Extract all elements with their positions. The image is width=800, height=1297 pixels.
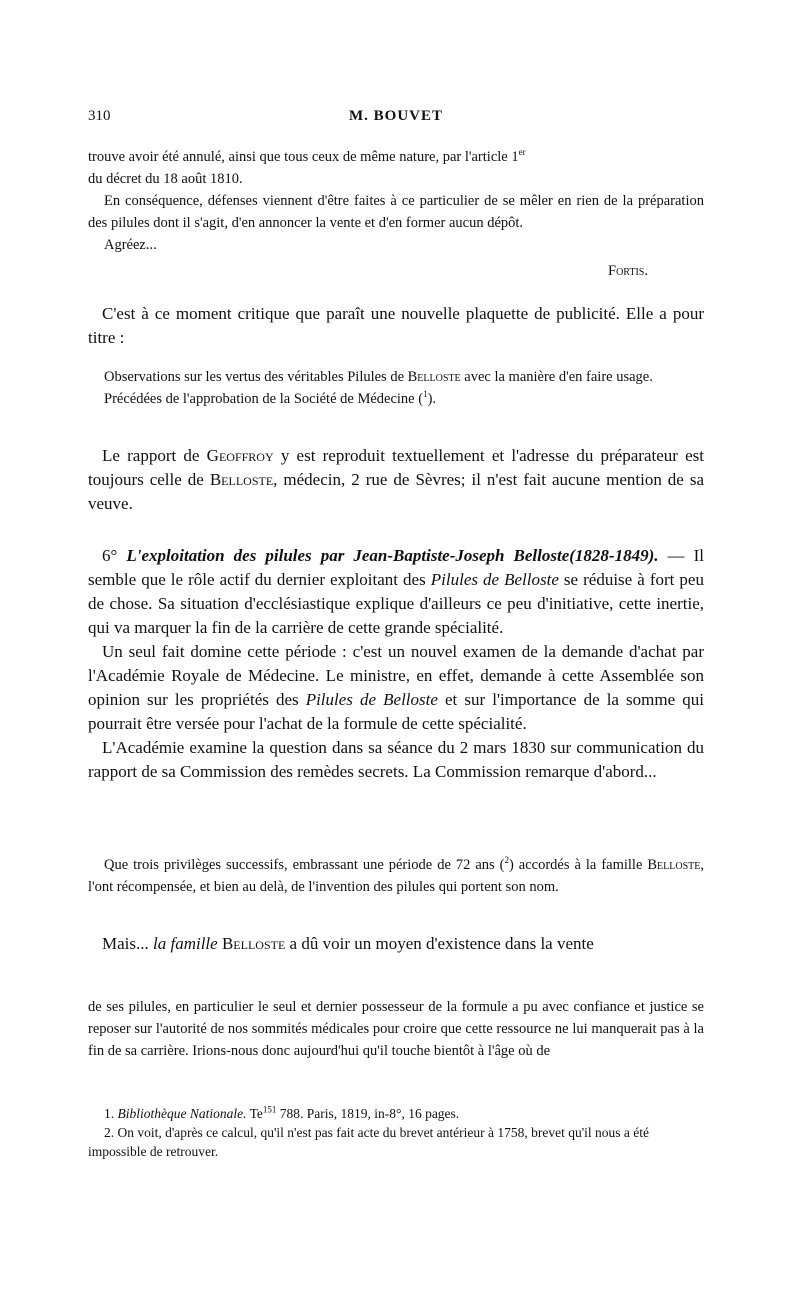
letter-paragraph: En conséquence, défenses viennent d'être faites à ce particulier de se mêler en rien de la préparation des pilules dont il s'agit, d'en annoncer la vente et d'en former aucun dépôt. [88, 193, 704, 231]
letter-line-1: trouve avoir été annulé, ainsi que tous ceux de même nature, par l'article 1er [88, 147, 526, 165]
title-quote: Observations sur les vertus des véritables Pilules de Belloste avec la manière d'en faire usage. Précédées de l'approbation de la Société de Médecine ($^1$). [104, 369, 653, 407]
report-paragraph: Le rapport de Geoffroy y est reproduit textuellement et l'adresse du préparateur est toujours celle de Belloste, médecin, 2 rue de Sèvres; il n'est fait aucune mention de sa veuve. [88, 446, 705, 513]
intro-paragraph: C'est à ce moment critique que paraît une nouvelle plaquette de publicité. Elle a pour titre : [88, 304, 704, 347]
mais-paragraph: Mais... la famille Belloste a dû voir un moyen d'existence dans la vente [102, 934, 594, 953]
letter-line-2: du décret du 18 août 1810. [88, 171, 243, 187]
privileges-quote: Que trois privilèges successifs, embrassant une période de 72 ans ($^2$) accordés à la famille Belloste, l'ont récompensée, et bien au delà, de l'invention des pilules qui portent son nom. [88, 855, 704, 895]
letter-signature: Fortis. [608, 263, 648, 279]
letter-closing: Agréez... [104, 237, 157, 253]
section-dates: (1828-1849). [569, 546, 659, 565]
running-title: M. BOUVET [348, 108, 443, 124]
letter-excerpt [88, 146, 704, 282]
section-number: 6° [102, 546, 118, 565]
section-title: L'exploitation des pilules par Jean-Baptiste-Joseph Belloste [126, 546, 570, 565]
page-header [88, 108, 704, 130]
footnote-1: 1. Bibliothèque Nationale. Te$^{151}$ 788. Paris, 1819, in-8°, 16 pages. [104, 1104, 460, 1121]
final-quote: de ses pilules, en particulier le seul et dernier possesseur de la formule a pu avec confiance et justice se reposer sur l'autorité de nos sommités médicales pour croire que cette ressource ne lui manquerait pas à la fin de sa carrière. Irions-nous donc aujourd'hui qu'il touche bientôt à l'âge où de [88, 999, 704, 1059]
footnote-2: 2. On voit, d'après ce calcul, qu'il n'est pas fait acte du brevet antérieur à 1758, brevet qu'il nous a été impossible de retrouver. [88, 1125, 650, 1159]
section-6: 6° L'exploitation des pilules par Jean-Baptiste-Joseph Belloste(1828-1849). — Il semble que le rôle actif du dernier exploitant des Pilules de Belloste se réduise à fort peu de chose. Sa situation d'ecclésiastique explique d'ailleurs ce peu d'initiative, cette inertie, qui va marquer la fin de la carrière de cette grande spécialité. Un seul fait domine cette période : c'est un nouvel examen de la demande d'achat par l'Académie Royale de Médecine. Le ministre, en effet, demande à cette Assemblée son opinion sur les propriétés des Pilules de Belloste et sur l'importance de la somme qui pourrait être versée pour l'achat de la formule de cette spécialité. L'Académie examine la question dans sa séance du 2 mars 1830 sur communication du rapport de sa Commission des remèdes secrets. La Commission remarque d'abord... [88, 544, 704, 784]
footnotes [88, 1104, 704, 1161]
session-paragraph: L'Académie examine la question dans sa séance du 2 mars 1830 sur communication du rapport de sa Commission des remèdes secrets. La Commission remarque d'abord... [88, 738, 704, 781]
page-number: 310 [88, 108, 111, 124]
